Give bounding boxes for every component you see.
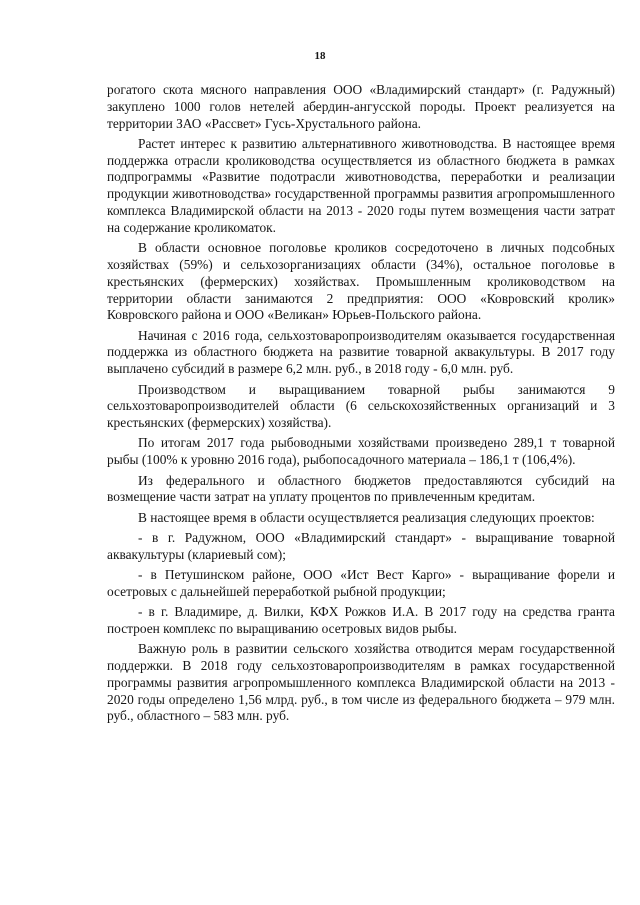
paragraph-fish-producers: Производством и выращиванием товарной рыбы занимаются 9 сельхозтоваропроизводителей области (6 сельскохозяйственных организаций и 3 крестьянских (фермерских) хозяйства). [107,381,615,431]
list-item-project-petushki: - в Петушинском районе, ООО «Ист Вест Карго» - выращивание форели и осетровых с дальнейшей переработкой рыбной продукции; [107,567,615,599]
paragraph-aquaculture-support: Начиная с 2016 года, сельхозтоваропроизводителям оказывается государственная поддержка из областного бюджета на развитие товарной аквакультуры. В 2017 году выплачено субсидий в размере 6,2 млн. руб., в 2018 году - 6,0 млн. руб. [107,327,615,377]
list-item-project-vladimir: - в г. Владимире, д. Вилки, КФХ Рожков И.А. В 2017 году на средства гранта построен комплекс по выращиванию осетровых видов рыбы. [107,604,615,636]
paragraph-cattle-import: рогатого скота мясного направления ООО «Владимирский стандарт» (г. Радужный) закуплено 1000 голов нетелей абердин-ангусской породы. Проект реализуется на территории ЗАО «Рассвет» Гусь-Хрустального района. [107,82,615,131]
page-number: 18 [314,50,326,62]
paragraph-fish-output-2017: По итогам 2017 года рыбоводными хозяйствами произведено 289,1 т товарной рыбы (100% к уровню 2016 года), рыбопосадочного материала – 186,1 т (106,4%). [107,435,615,468]
paragraph-alternative-livestock: Растет интерес к развитию альтернативного животноводства. В настоящее время поддержка отрасли кролиководства осуществляется из областного бюджета в рамках подпрограммы «Развитие подотрасли животноводства, переработки и реализации продукции животноводства» государственной программы развития агропромышленного комплекса Владимирской области на 2013 - 2020 годы путем возмещения части затрат на содержание кроликоматок. [107,135,615,235]
document-body [107,82,615,729]
paragraph-rabbit-population: В области основное поголовье кроликов сосредоточено в личных подсобных хозяйствах (59%) и сельхозорганизациях области (34%), остальное поголовье в крестьянских (фермерских) хозяйствах. Промышленным кролиководством на территории области занимаются 2 предприятия: ООО «Ковровский кролик» Ковровского района и ООО «Великан» Юрьев-Польского района. [107,240,615,323]
paragraph-state-support-2018: Важную роль в развитии сельского хозяйства отводится мерам государственной поддержки. В 2018 году сельхозтоваропроизводителям в рамках государственной программы развития агропромышленного комплекса Владимирской области на 2013 - 2020 годы определено 1,56 млрд. руб., в том числе из федерального бюджета – 979 млн. руб., областного – 583 млн. руб. [107,641,615,724]
paragraph-credit-subsidies: Из федерального и областного бюджетов предоставляются субсидий на возмещение части затрат на уплату процентов по привлеченным кредитам. [107,472,615,505]
paragraph-projects-intro: В настоящее время в области осуществляется реализация следующих проектов: [138,509,595,525]
list-item-project-raduzhny: - в г. Радужном, ООО «Владимирский стандарт» - выращивание товарной аквакультуры (клариевый сом); [107,529,615,562]
